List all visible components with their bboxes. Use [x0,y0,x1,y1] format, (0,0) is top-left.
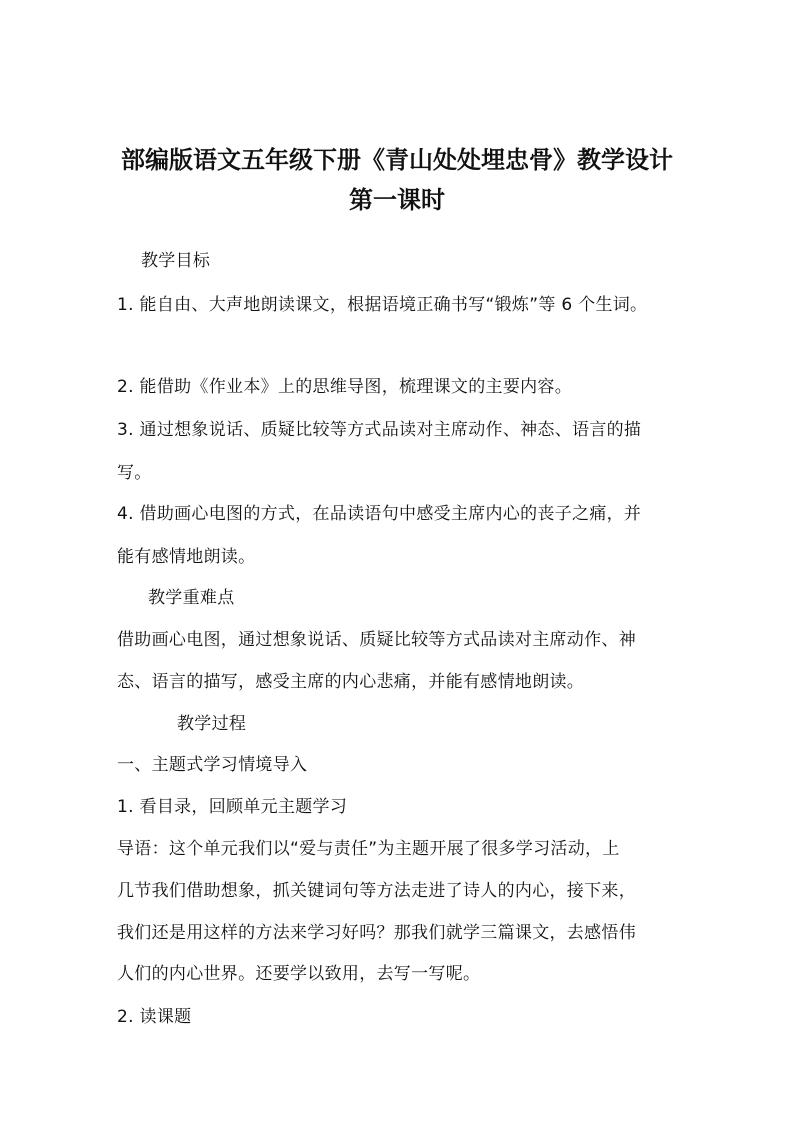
document-title: 部编版语文五年级下册《青山处处埋忠骨》教学设计 [121,145,673,174]
goal-2: 2. 能借助《作业本》上的思维导图，梳理课文的主要内容。 [117,377,573,397]
goal-3-line-1: 3. 通过想象说话、质疑比较等方式品读对主席动作、神态、语言的描 [117,420,642,440]
key-points-line-1: 借助画心电图，通过想象说话、质疑比较等方式品读对主席动作、神 [117,630,636,650]
key-points-line-2: 态、语言的描写，感受主席的内心悲痛，并能有感情地朗读。 [117,672,585,692]
intro-line-3: 我们还是用这样的方法来学习好吗？那我们就学三篇课文，去感悟伟 [117,923,636,943]
intro-line-4: 人们的内心世界。还要学以致用，去写一写呢。 [117,964,481,984]
step-1: 1. 看目录，回顾单元主题学习 [117,797,348,817]
goal-1: 1. 能自由、大声地朗读课文，根据语境正确书写“锻炼”等 6 个生词。 [117,295,648,315]
goal-4-line-1: 4. 借助画心电图的方式，在品读语句中感受主席内心的丧子之痛，并 [117,504,642,524]
goals-heading: 教学目标 [141,251,211,271]
process-heading: 教学过程 [177,714,247,734]
section-1-heading: 一、主题式学习情境导入 [117,755,308,775]
document-subtitle: 第一课时 [349,185,445,214]
step-2: 2. 读课题 [117,1007,192,1027]
key-points-heading: 教学重难点 [148,588,235,608]
goal-3-line-2: 写。 [117,463,152,483]
intro-line-1: 导语：这个单元我们以“爱与责任”为主题开展了很多学习活动，上 [117,839,620,859]
goal-4-line-2: 能有感情地朗读。 [117,547,256,567]
intro-line-2: 几节我们借助想象，抓关键词句等方法走进了诗人的内心，接下来， [117,881,636,901]
